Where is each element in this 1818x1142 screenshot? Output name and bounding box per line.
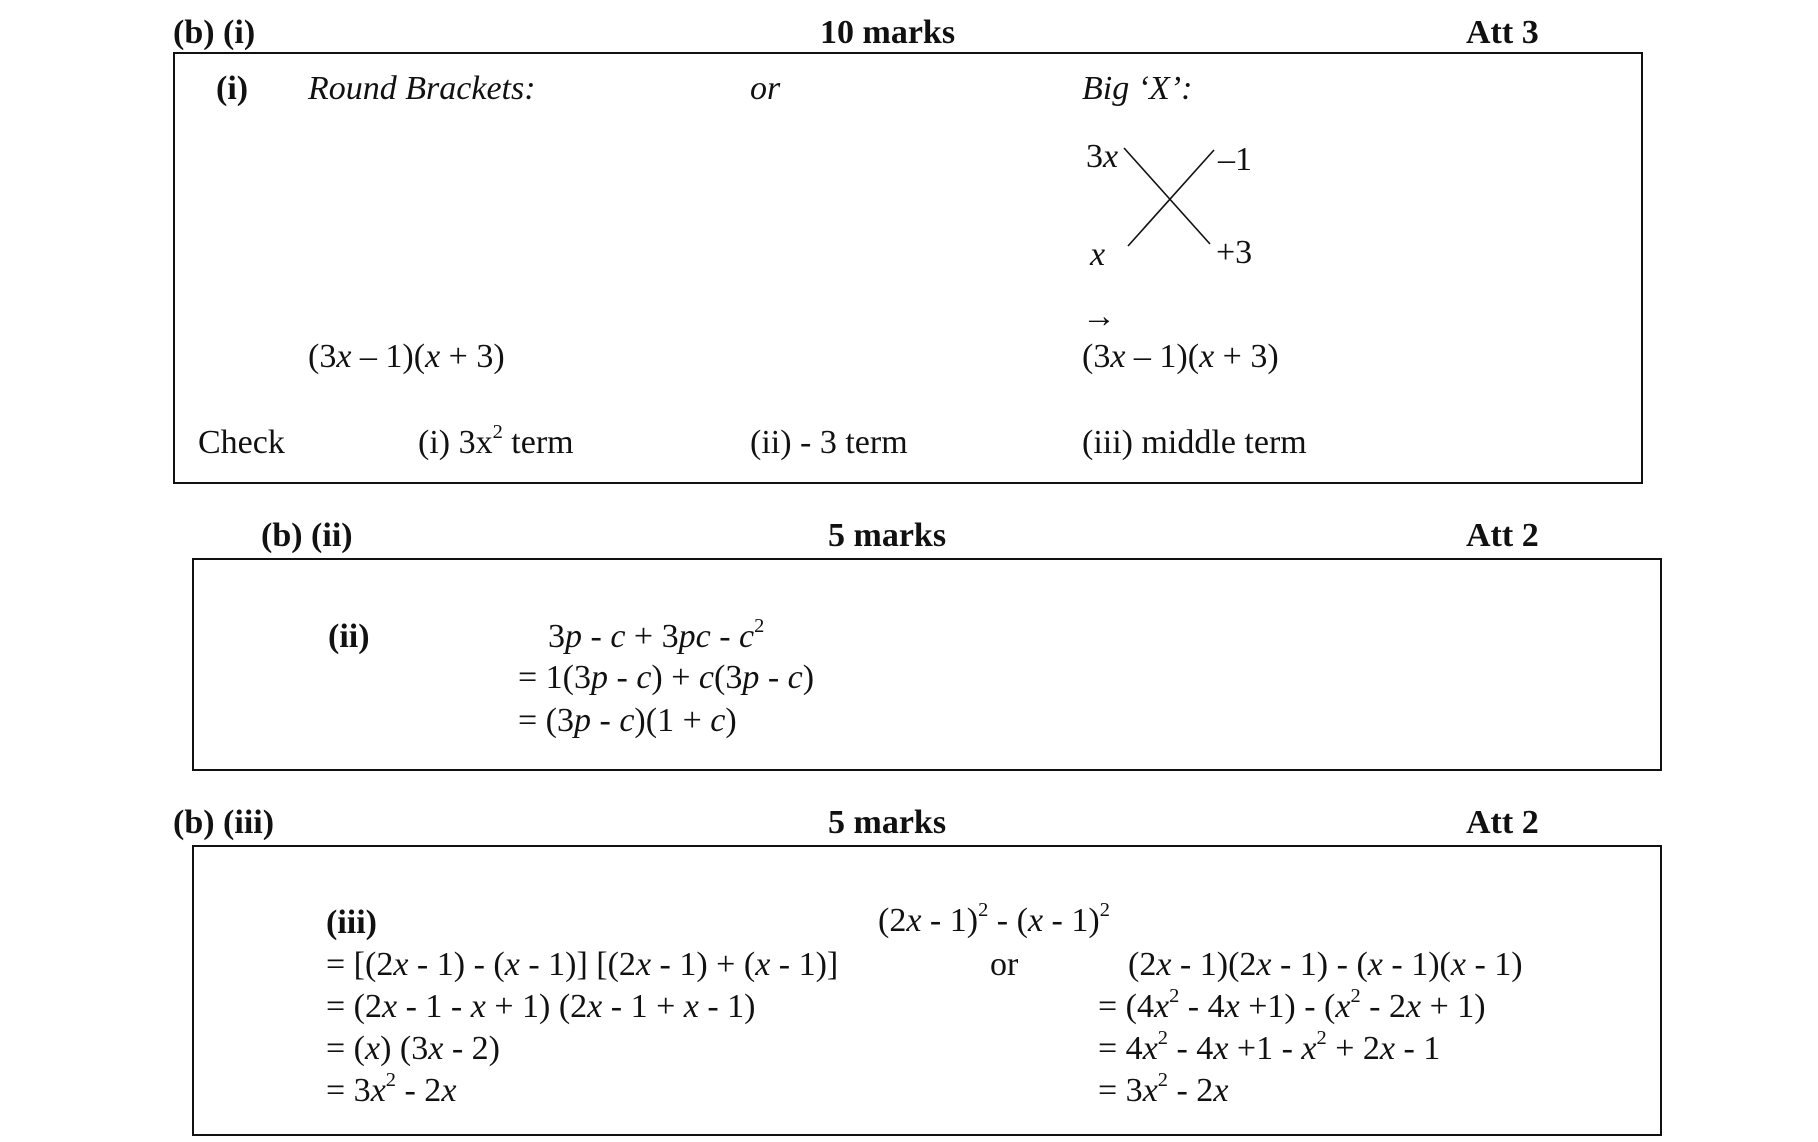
section-heading-bii: (b) (ii) xyxy=(261,517,353,554)
biii-left-line-4: = $3x^2 - 2x$ xyxy=(326,1068,457,1109)
biii-right-line-1: (2x - 1)(2x - 1) - (x - 1)(x - 1) xyxy=(1128,946,1523,983)
check-item-2: (ii) - 3 term xyxy=(750,424,908,461)
marks-bi: 10 marks xyxy=(820,14,956,51)
cross-top-right-term: –1 xyxy=(1218,141,1252,178)
marks-biii: 5 marks xyxy=(828,804,947,841)
round-brackets-label: Round Brackets: xyxy=(308,70,536,107)
part-label-i: (i) xyxy=(216,70,249,107)
section-heading-biii: (b) (iii) xyxy=(173,804,275,841)
biii-right-line-4: = $3x^2 - 2x$ xyxy=(1098,1068,1229,1109)
biii-left-line-2: = (2x - 1 - x + 1) (2x - 1 + x - 1) xyxy=(326,988,756,1025)
or-label-bi: or xyxy=(750,70,781,107)
attempt-marks-bii: Att 2 xyxy=(1466,517,1539,554)
attempt-marks-biii: Att 2 xyxy=(1466,804,1539,841)
arrow-icon: → xyxy=(1082,298,1116,335)
solution-box-bi xyxy=(173,52,1643,484)
result-big-x: (3x – 1)(x + 3) xyxy=(1082,338,1279,375)
big-x-label: Big ‘X’: xyxy=(1082,70,1193,107)
result-round-brackets: (3x – 1)(x + 3) xyxy=(308,338,505,375)
attempt-marks-bi: Att 3 xyxy=(1466,14,1539,51)
biii-expression: (2x - 1)$^2$ - (x - 1)$^2$ xyxy=(878,898,1110,939)
check-item-3: (iii) middle term xyxy=(1082,424,1307,461)
part-label-iii: (iii) xyxy=(326,904,377,941)
section-heading-bi: (b) (i) xyxy=(173,14,256,51)
biii-right-line-2: = $(4x^2 - 4x +1) - (x^2 - 2x + 1)$ xyxy=(1098,984,1486,1025)
cross-bottom-right-term: +3 xyxy=(1216,234,1253,271)
cross-top-left-term: 3x xyxy=(1086,138,1119,175)
check-item-1: (i) $3x^2$ term xyxy=(418,420,574,461)
biii-left-line-1: = [(2x - 1) - (x - 1)] [(2x - 1) + (x - 1)] xyxy=(326,946,839,983)
check-label: Check xyxy=(198,424,285,461)
bii-line-1: $3p - c + 3pc - c^2$ xyxy=(548,614,765,655)
solution-box-bii xyxy=(192,558,1662,771)
biii-left-line-3: = (x) (3x - 2) xyxy=(326,1030,500,1067)
bii-line-2: = 1(3p - c) + c(3p - c) xyxy=(518,659,815,696)
bii-line-3: = (3p - c)(1 + c) xyxy=(518,702,737,739)
biii-right-line-3: = $4x^2 - 4x +1 - x^2 + 2x - 1$ xyxy=(1098,1026,1441,1067)
cross-bottom-left-term: x xyxy=(1090,236,1106,273)
part-label-ii: (ii) xyxy=(328,618,370,655)
or-label-biii: or xyxy=(990,946,1019,983)
marks-bii: 5 marks xyxy=(828,517,947,554)
